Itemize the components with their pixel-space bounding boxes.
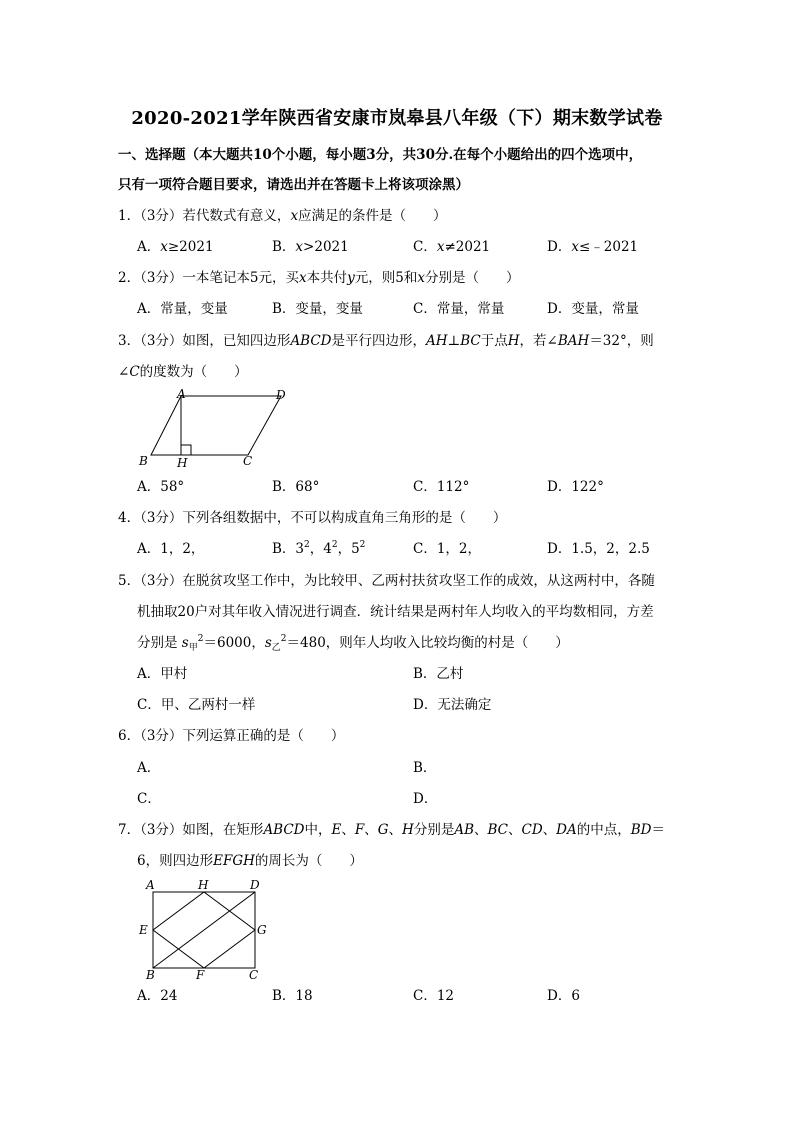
label-d: D [276,388,286,402]
q5-option-b: B．乙村 [413,666,464,682]
q2-option-b: B．变量，变量 [272,301,363,317]
label-f: F [196,968,205,980]
section-heading-line-2: 只有一项符合题目要求，请选出并在答题卡上将该项涂黑） [118,177,469,193]
question-7-stem-line-2: 6，则四边形EFGH的周长为（ ） [137,853,363,869]
parallelogram-abcd [151,396,281,455]
q1-option-d: D．x≤﹣2021 [547,239,639,255]
q5-option-c: C．甲、乙两村一样 [137,697,256,713]
q6-option-a: A． [137,760,161,776]
question-5-stem-line-1: 5．（3分）在脱贫攻坚工作中，为比较甲、乙两村扶贫攻坚工作的成效，从这两村中，各随 [118,573,655,589]
q6-option-c: C． [137,791,161,807]
label-h: H [177,456,188,470]
right-angle-mark [181,445,191,455]
q5-option-a: A．甲村 [137,666,188,682]
question-7-stem: 7．（3分）如图，在矩形ABCD中，E、F、G、H分别是AB、BC、CD、DA的中点，BD＝ [118,822,665,838]
question-5-stem-line-2: 机抽取20户对其年收入情况进行调查．统计结果是两村年人均收入的平均数相同，方差 [137,604,654,620]
label-a: A [146,878,155,892]
question-6-stem: 6．（3分）下列运算正确的是（ ） [118,728,345,744]
question-1-stem: 1．（3分）若代数式有意义，x应满足的条件是（ ） [118,208,447,224]
q2-option-d: D．变量，常量 [547,301,639,317]
exam-title: 2020-2021学年陕西省安康市岚皋县八年级（下）期末数学试卷 [131,108,663,129]
q4-option-a: A．1，2， [137,541,205,557]
q3-option-c: C．112° [413,479,470,495]
q2-option-c: C．常量，常量 [413,301,505,317]
q6-option-d: D． [413,791,438,807]
label-c: C [249,968,259,980]
q5-option-d: D．无法确定 [413,697,492,713]
section-heading-line-1: 一、选择题（本大题共10个小题，每小题3分，共30分.在每个小题给出的四个选项中， [118,147,643,163]
q7-option-a: A．24 [137,988,178,1004]
q7-option-c: C．12 [413,988,455,1004]
q3-option-a: A．58° [137,479,185,495]
q4-option-c: C．1，2， [413,541,482,557]
question-3-stem-line-2: ∠C的度数为（ ） [118,364,248,380]
question-5-stem-line-3: 分别是 $s_甲^2=6000$，$s_乙^2=480$，则年人均收入比较均衡的村是（ ） [137,634,569,653]
question-4-stem: 4．（3分）下列各组数据中，不可以构成直角三角形的是（ ） [118,510,507,526]
rectangle-figure [136,876,272,980]
parallelogram-figure [136,386,296,472]
q1-option-b: B．x>2021 [272,239,349,255]
label-a: A [177,387,186,401]
label-g: G [257,923,267,937]
label-e: E [139,923,148,937]
q1-option-c: C．x≠2021 [413,239,491,255]
q6-option-b: B． [413,760,437,776]
diagonal-bd [153,892,255,968]
label-d: D [250,878,260,892]
q4-option-b: B．$3^2$，$4^2$，$5^2$ [272,540,366,557]
q7-option-b: B．18 [272,988,313,1004]
label-c: C [243,454,253,468]
label-b: B [139,454,148,468]
q3-option-b: B．68° [272,479,320,495]
question-3-stem: 3．（3分）如图，已知四边形ABCD是平行四边形，AH⊥BC于点H，若∠BAH＝32°，则 [118,333,654,349]
q7-option-d: D．6 [547,988,580,1004]
q2-option-a: A．常量，变量 [137,301,228,317]
q4-option-d: D．1.5，2，2.5 [547,541,650,557]
q1-option-a: A．x≥2021 [137,239,214,255]
label-h: H [198,878,209,892]
question-2-stem: 2．（3分）一本笔记本5元，买x本共付y元，则5和x分别是（ ） [118,270,520,286]
q3-option-d: D．122° [547,479,604,495]
label-b: B [146,968,155,980]
